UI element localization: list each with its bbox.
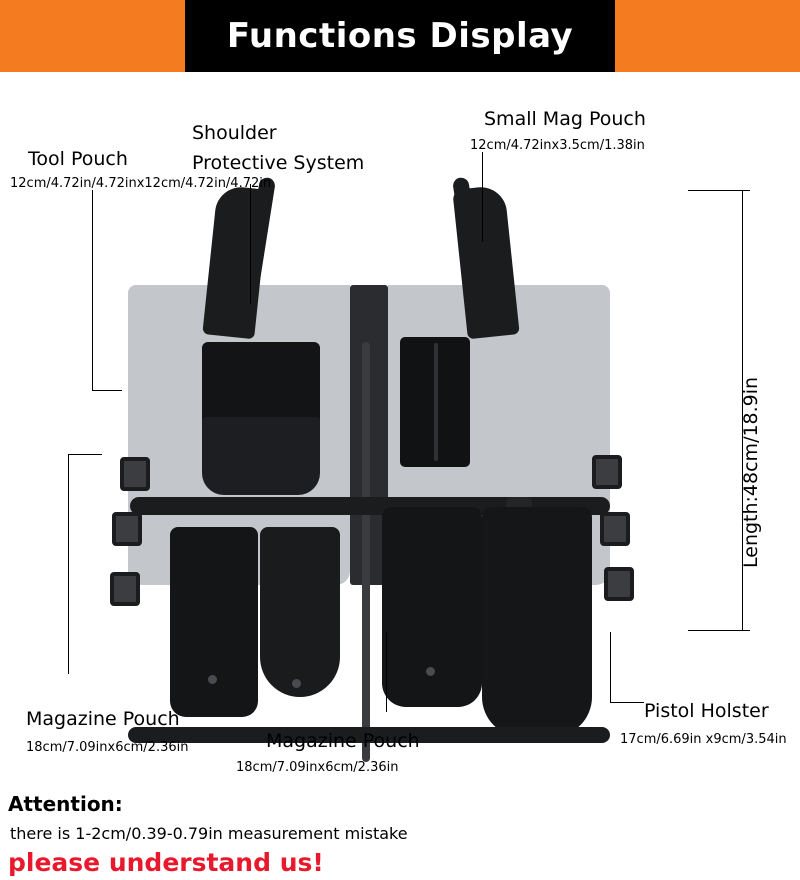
leader-line-tool-pouch-v bbox=[92, 190, 93, 390]
leader-line-length-top bbox=[688, 190, 750, 191]
callout-tool-pouch-dimension: 12cm/4.72in/4.72inx12cm/4.72in/4.72in bbox=[10, 176, 272, 191]
callout-small-mag-title: Small Mag Pouch bbox=[484, 108, 646, 130]
tool-pouch-flap bbox=[202, 417, 320, 495]
side-buckle-6 bbox=[604, 567, 634, 601]
callout-small-mag-dimension: 12cm/4.72inx3.5cm/1.38in bbox=[470, 138, 645, 153]
callout-holster-title: Pistol Holster bbox=[644, 700, 769, 722]
callout-shoulder-title-line2: Protective System bbox=[192, 152, 365, 174]
leader-line-length-bottom bbox=[688, 630, 750, 631]
leader-line-mag-center-v bbox=[386, 632, 387, 712]
magazine-pouch-center bbox=[382, 507, 482, 707]
attention-heading: Attention: bbox=[8, 792, 123, 816]
pistol-holster bbox=[482, 507, 592, 737]
leader-line-tool-pouch-h bbox=[92, 390, 122, 391]
leader-line-shoulder-v bbox=[250, 184, 251, 304]
side-buckle-5 bbox=[600, 512, 630, 546]
callout-tool-pouch-title: Tool Pouch bbox=[28, 148, 128, 170]
callout-mag-left-dimension: 18cm/7.09inx6cm/2.36in bbox=[26, 740, 189, 755]
callout-shoulder-title-line1: Shoulder bbox=[192, 122, 277, 144]
small-mag-pouch-divider bbox=[434, 343, 438, 461]
product-image-stage bbox=[0, 72, 800, 792]
callout-length-title: Length:48cm/18.9in bbox=[740, 376, 762, 568]
leader-line-mag-left-v bbox=[68, 454, 69, 674]
magazine-pouch-left-secondary bbox=[260, 527, 340, 697]
callout-mag-center-title: Magazine Pouch bbox=[266, 730, 420, 752]
side-buckle-3 bbox=[110, 572, 140, 606]
magazine-pouch-left bbox=[170, 527, 258, 717]
page-title: Functions Display bbox=[226, 16, 574, 56]
callout-mag-center-dimension: 18cm/7.09inx6cm/2.36in bbox=[236, 760, 399, 775]
attention-block bbox=[0, 792, 800, 880]
side-buckle-2 bbox=[112, 512, 142, 546]
rivet-1 bbox=[208, 675, 217, 684]
tactical-vest-illustration bbox=[110, 167, 630, 697]
rivet-3 bbox=[426, 667, 435, 676]
callout-mag-left-title: Magazine Pouch bbox=[26, 708, 180, 730]
front-zipper bbox=[362, 342, 370, 762]
side-buckle-1 bbox=[120, 457, 150, 491]
leader-line-holster-v bbox=[610, 632, 611, 702]
attention-emphasis: please understand us! bbox=[8, 848, 324, 877]
callout-holster-dimension: 17cm/6.69in x9cm/3.54in bbox=[620, 732, 787, 747]
rivet-2 bbox=[292, 679, 301, 688]
leader-line-small-mag-v bbox=[482, 152, 483, 242]
attention-note: there is 1-2cm/0.39-0.79in measurement mistake bbox=[10, 824, 408, 843]
leader-line-mag-left-h bbox=[68, 454, 102, 455]
leader-line-holster-h bbox=[610, 702, 644, 703]
side-buckle-4 bbox=[592, 455, 622, 489]
